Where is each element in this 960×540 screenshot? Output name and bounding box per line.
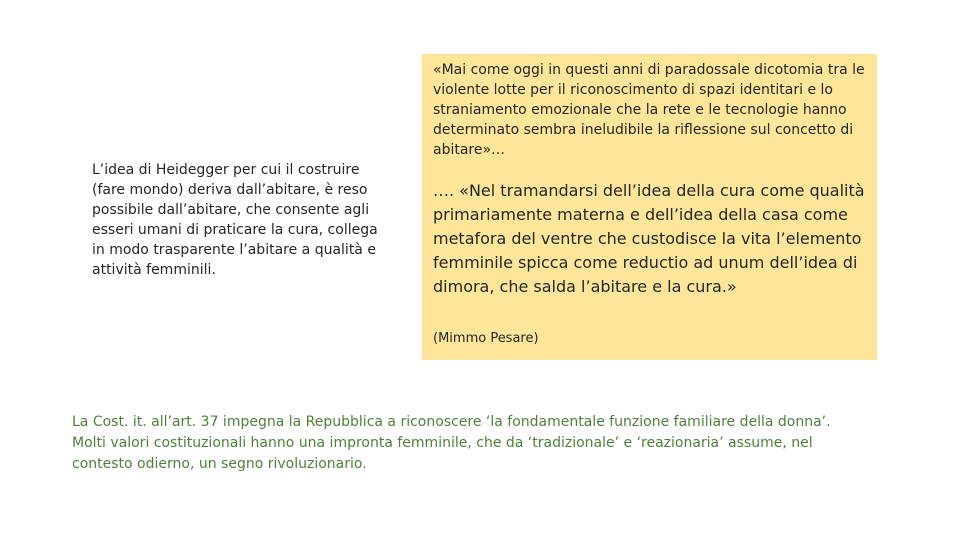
quote-first: «Mai come oggi in questi anni di paradossale dicotomia tra le violente lotte per il riconoscimento di spazi identitari e lo straniamento emozionale che la rete e le tecnologie hanno determinato sembra ineludibile la riflessione sul concetto di abitare»…	[433, 62, 865, 158]
quote-box	[422, 54, 877, 360]
quote-second: …. «Nel tramandarsi dell’idea della cura come qualità primariamente materna e dell’idea della casa come metafora del ventre che custodisce la vita l’elemento femminile spicca come reductio ad unum dell’idea di dimora, che salda l’abitare e la cura.»	[433, 181, 865, 296]
quote-author: (Mimmo Pesare)	[433, 331, 539, 346]
constitution-paragraph: La Cost. it. all’art. 37 impegna la Repubblica a riconoscere ‘la fondamentale funzione familiare della donna’. Molti valori costituzionali hanno una impronta femminile, che da ‘tradizionale’ e ‘reazionaria’ assume, nel contesto odierno, un segno rivoluzionario.	[72, 414, 831, 472]
heidegger-paragraph: L’idea di Heidegger per cui il costruire (fare mondo) deriva dall’abitare, è reso possibile dall’abitare, che consente agli esseri umani di praticare la cura, collega in modo trasparente l’abitare a qualità e attività femminili.	[92, 162, 378, 278]
